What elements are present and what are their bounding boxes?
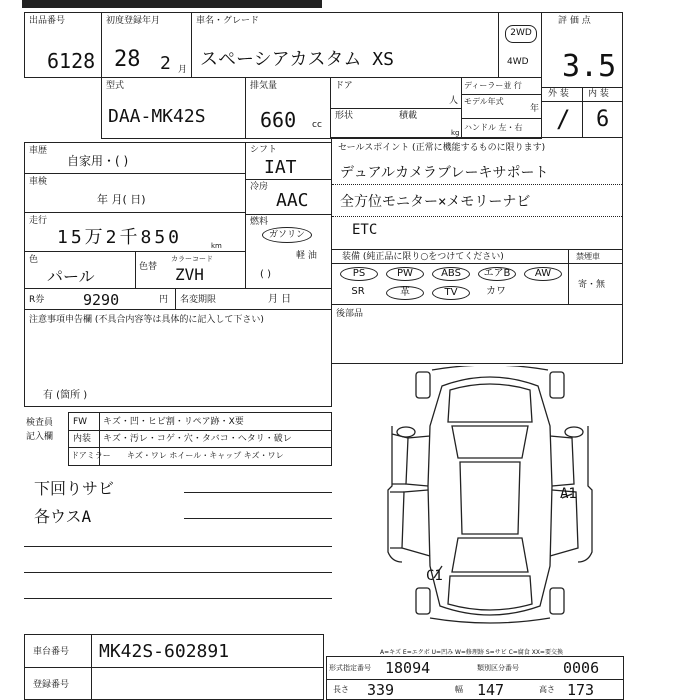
- fuel-diesel: 軽 油: [296, 251, 317, 261]
- drive-4wd: 4WD: [507, 57, 529, 67]
- name-grade-label: 車名・グレード: [196, 16, 260, 26]
- name-grade-value: スペーシアカスタム XS: [200, 49, 394, 70]
- equipment-item: カワ: [486, 286, 506, 297]
- sale-point-box: [331, 137, 623, 250]
- mileage-value: 15万2千850: [57, 227, 183, 248]
- usage-row: [24, 142, 246, 174]
- exterior-value: /: [556, 105, 571, 133]
- inspector-note-2: 各ウスA: [34, 507, 92, 526]
- equipment-item: エアB: [478, 267, 516, 281]
- month-unit: 月: [178, 65, 188, 75]
- first-reg-year: 28: [114, 47, 141, 72]
- equipment-item: TV: [432, 286, 470, 300]
- width-value: 147: [477, 681, 505, 699]
- usage-label: 車歴: [29, 146, 48, 156]
- shape-label: 形状: [335, 111, 354, 121]
- dealer-box: [461, 77, 542, 139]
- sale-point-line-2: 全方位モニター×メモリーナビ: [340, 194, 531, 210]
- km-unit: km: [211, 242, 222, 250]
- color-change-label: 色替: [139, 262, 158, 272]
- name-grade-box: [191, 12, 499, 78]
- notes-box: [24, 309, 332, 407]
- model-year-label: モデル年式: [464, 97, 504, 106]
- recycle-row: [24, 288, 176, 310]
- first-reg-box: [101, 12, 192, 78]
- grade-label: 評 価 点: [558, 16, 591, 26]
- notes-label: 注意事項申告欄 (不具合内容等は具体的に記入して下さい): [29, 315, 264, 325]
- equipment-item: SR: [351, 286, 365, 297]
- chassis-value: MK42S-602891: [99, 641, 230, 662]
- displacement-unit: cc: [312, 120, 322, 130]
- color-row: [24, 251, 246, 289]
- length-label: 長さ: [333, 685, 349, 694]
- shift-box: [245, 142, 332, 180]
- displacement-label: 排気量: [250, 81, 278, 91]
- recycle-label: R券: [29, 295, 45, 305]
- shift-value: IAT: [264, 157, 297, 178]
- first-reg-month: 2: [160, 53, 171, 74]
- inspector-notes-area: [24, 470, 332, 620]
- person-unit: 人: [449, 96, 459, 106]
- inspector-label-1: 検査員: [26, 418, 54, 428]
- equipment-item: PW: [386, 267, 424, 281]
- equipment-item: 革: [386, 286, 424, 300]
- after-parts-box: [331, 304, 623, 364]
- inspector-head-mirror: ドアミラー: [71, 451, 111, 460]
- repair-history: 有 (箇所 ): [43, 390, 88, 401]
- class-number-label: 類別区分番号: [477, 664, 519, 672]
- after-parts-label: 後部品: [336, 309, 364, 319]
- interior-value: 6: [596, 107, 610, 132]
- damage-legend: A=キズ E=エクボ U=凹み W=修理跡 S=サビ C=腐食 XX=要交換: [380, 649, 563, 656]
- shaken-value: 年 月( 日): [97, 193, 146, 206]
- equipment-item: PS: [340, 267, 378, 281]
- recycle-value: 9290: [83, 291, 120, 309]
- chassis-label: 車台番号: [33, 647, 70, 657]
- inspector-row-interior: キズ・汚レ・コゲ・穴・タバコ・ヘタリ・破レ: [103, 434, 292, 444]
- inspector-head-interior: 内装: [73, 434, 92, 444]
- color-code-label: カラーコード: [171, 255, 213, 263]
- ac-label: 冷房: [250, 182, 269, 192]
- fuel-gasoline-mark: ガソリン: [262, 227, 312, 243]
- length-value: 339: [367, 681, 395, 699]
- color-code-value: ZVH: [175, 265, 204, 284]
- form-number-label: 形式指定番号: [329, 664, 371, 672]
- transfer-value: 月 日: [268, 294, 292, 305]
- sale-point-line-3: ETC: [352, 222, 378, 238]
- first-reg-label: 初度登録年月: [106, 16, 161, 26]
- width-label: 幅: [455, 685, 463, 694]
- fuel-label: 燃料: [250, 217, 269, 227]
- model-box: [101, 77, 246, 139]
- ac-box: [245, 179, 332, 215]
- kg-unit: kg: [451, 129, 460, 137]
- model-value: DAA-MK42S: [108, 106, 206, 127]
- lot-number: 6128: [47, 49, 96, 73]
- drive-2wd-mark: 2WD: [505, 25, 537, 43]
- lot-box: [24, 12, 102, 78]
- displacement-box: [245, 77, 331, 139]
- usage-value: 自家用・( ): [67, 154, 129, 168]
- header-bar: [22, 0, 322, 8]
- interior-label: 内 装: [588, 89, 609, 99]
- inspector-row-fw: キズ・凹・ヒビ割・リペア跡・X要: [103, 417, 244, 427]
- inspector-table: [68, 412, 332, 466]
- inspector-note-1: 下回りサビ: [34, 479, 115, 498]
- equipment-box: [331, 249, 623, 305]
- mileage-row: [24, 212, 246, 252]
- spec-codes-box: [326, 656, 624, 700]
- equipment-item: AW: [524, 267, 562, 281]
- height-value: 173: [567, 681, 595, 699]
- class-number-value: 0006: [563, 659, 600, 677]
- dealer-label: ディーラー並 行: [464, 81, 522, 90]
- registration-label: 登録番号: [33, 680, 70, 690]
- color-value: パール: [47, 267, 95, 286]
- grade-value: 3.5: [562, 49, 617, 84]
- fuel-box: [245, 214, 332, 289]
- fuel-other: ( ): [260, 269, 271, 280]
- grade-box: [541, 12, 623, 138]
- sale-point-label: セールスポイント (正常に機能するものに限ります): [338, 143, 546, 153]
- inspector-row-mirror: キズ・ワレ ホイール・キャップ キズ・ワレ: [127, 451, 284, 460]
- mileage-label: 走行: [29, 216, 48, 226]
- year-unit: 年: [530, 104, 540, 114]
- equipment-label: 装備 (純正品に限り○をつけてください): [342, 252, 504, 262]
- no-smoke-label: 禁煙車: [576, 252, 600, 261]
- transfer-label: 名変期限: [180, 295, 217, 305]
- drive-box: [498, 12, 542, 78]
- height-label: 高さ: [539, 685, 555, 694]
- inspector-head-fw: FW: [73, 417, 88, 427]
- color-label: 色: [29, 255, 39, 265]
- owner-mark: 寄・無: [578, 280, 606, 290]
- form-number-value: 18094: [385, 659, 431, 677]
- model-label: 型式: [106, 81, 125, 91]
- door-shape-box: [330, 77, 462, 139]
- capacity-label: 積載: [399, 111, 418, 121]
- displacement-value: 660: [260, 108, 297, 132]
- damage-mark-a1: A1: [560, 486, 577, 502]
- chassis-box: [24, 634, 324, 668]
- yen-unit: 円: [159, 295, 169, 305]
- ac-value: AAC: [276, 190, 309, 211]
- registration-box: [24, 667, 324, 700]
- lot-label: 出品番号: [29, 16, 66, 26]
- handle-label: ハンドル 左・右: [464, 123, 523, 132]
- shaken-label: 車検: [29, 177, 48, 187]
- exterior-label: 外 装: [548, 89, 569, 99]
- door-label: ドア: [335, 81, 353, 91]
- shift-label: シフト: [250, 145, 278, 155]
- damage-mark-c1: C1: [426, 568, 443, 584]
- inspector-label-2: 記入欄: [26, 432, 54, 442]
- shaken-row: [24, 173, 246, 213]
- equipment-item: ABS: [432, 267, 470, 281]
- sale-point-line-1: デュアルカメラブレーキサポート: [340, 165, 549, 181]
- transfer-row: [175, 288, 332, 310]
